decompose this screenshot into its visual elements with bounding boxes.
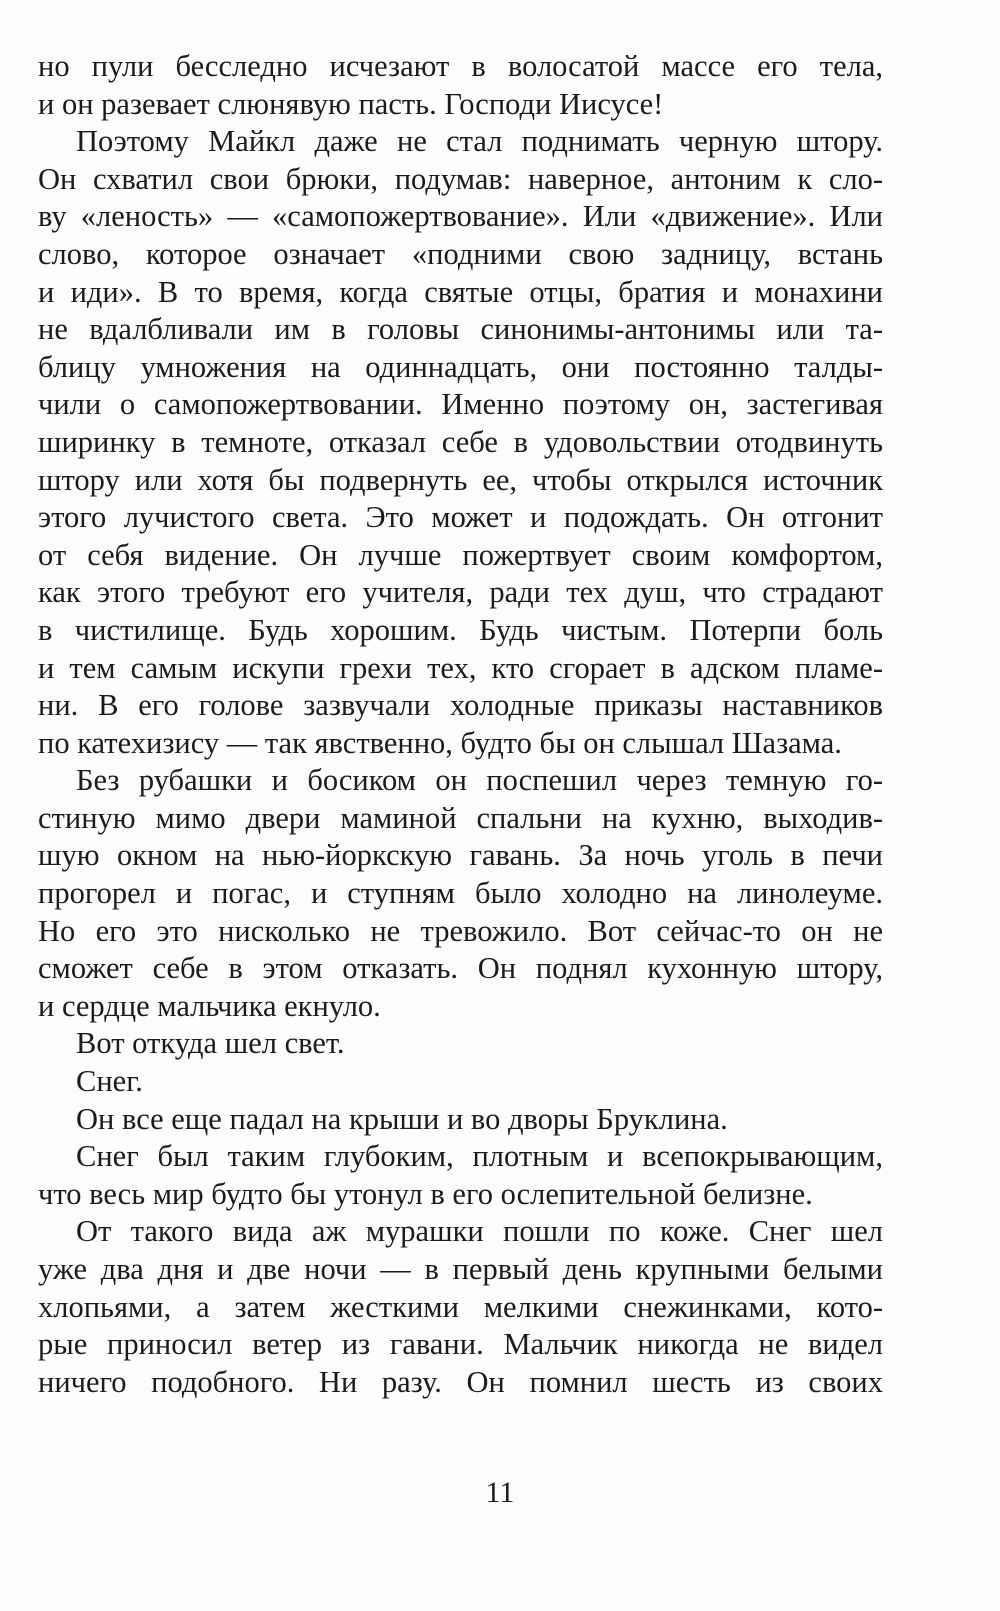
text-line: хлопьями, а затем жесткими мелкими снежинками, кото- — [38, 1289, 883, 1324]
text-line: ву «леность» — «самопожертвование». Или «движение». Или — [38, 199, 883, 234]
text-line: и сердце мальчика екнуло. — [38, 988, 381, 1023]
text-line: ширинку в темноте, отказал себе в удовольствии отодвинуть — [38, 424, 883, 459]
text-line: От такого вида аж мурашки пошли по коже. Снег шел — [76, 1214, 883, 1249]
text-line: что весь мир будто бы утонул в его ослепительной белизне. — [38, 1176, 813, 1211]
text-line: как этого требуют его учителя, ради тех душ, что страдают — [38, 575, 883, 610]
text-line: Но его это нисколько не тревожило. Вот сейчас-то он не — [38, 913, 883, 948]
text-line: и тем самым искупи грехи тех, кто сгорает в адском пламе- — [38, 650, 883, 685]
text-line: и он разевает слюнявую пасть. Господи Иисусе! — [38, 86, 664, 121]
text-line: рые приносил ветер из гавани. Мальчик никогда не видел — [38, 1327, 883, 1362]
text-line: Он схватил свои брюки, подумав: наверное, антоним к сло- — [38, 161, 883, 196]
text-line: блицу умножения на одиннадцать, они постоянно талды- — [38, 349, 883, 384]
text-line: Без рубашки и босиком он поспешил через темную го- — [76, 763, 883, 798]
text-line: Поэтому Майкл даже не стал поднимать черную штору. — [76, 124, 883, 159]
text-line: сможет себе в этом отказать. Он поднял кухонную штору, — [38, 951, 883, 986]
text-line: не вдалбливали им в головы синонимы-антонимы или та- — [38, 312, 883, 347]
text-line: от себя видение. Он лучше пожертвует своим комфортом, — [38, 537, 883, 572]
text-line: Он все еще падал на крыши и во дворы Бруклина. — [76, 1101, 728, 1136]
text-line: в чистилище. Будь хорошим. Будь чистым. Потерпи боль — [38, 612, 883, 647]
text-line: стиную мимо двери маминой спальни на кухню, выходив- — [38, 800, 883, 835]
text-line: штору или хотя бы подвернуть ее, чтобы открылся источник — [38, 462, 883, 497]
text-line: по катехизису — так явственно, будто бы он слышал Шазама. — [38, 725, 842, 760]
text-line: ни. В его голове зазвучали холодные приказы наставников — [38, 688, 883, 723]
text-line: но пули бесследно исчезают в волосатой массе его тела, — [38, 49, 883, 83]
text-line: чили о самопожертвовании. Именно поэтому он, застегивая — [38, 387, 883, 422]
body-text — [38, 48, 883, 1401]
text-line: уже два дня и две ночи — в первый день крупными белыми — [38, 1252, 883, 1286]
text-line: ничего подобного. Ни разу. Он помнил шесть из своих — [38, 1364, 883, 1399]
text-line: Снег. — [76, 1064, 143, 1099]
text-line: Снег был таким глубоким, плотным и всепокрывающим, — [76, 1139, 883, 1174]
text-line: и иди». В то время, когда святые отцы, братия и монахини — [38, 274, 883, 309]
text-line: шую окном на нью-йоркскую гавань. За ночь уголь в печи — [38, 838, 883, 873]
page-number: 11 — [485, 1476, 515, 1509]
text-line: прогорел и погас, и ступням было холодно на линолеуме. — [38, 876, 883, 911]
text-line: этого лучистого света. Это может и подождать. Он отгонит — [38, 500, 883, 535]
text-line: слово, которое означает «подними свою задницу, встань — [38, 236, 883, 271]
text-line: Вот откуда шел свет. — [76, 1026, 345, 1061]
